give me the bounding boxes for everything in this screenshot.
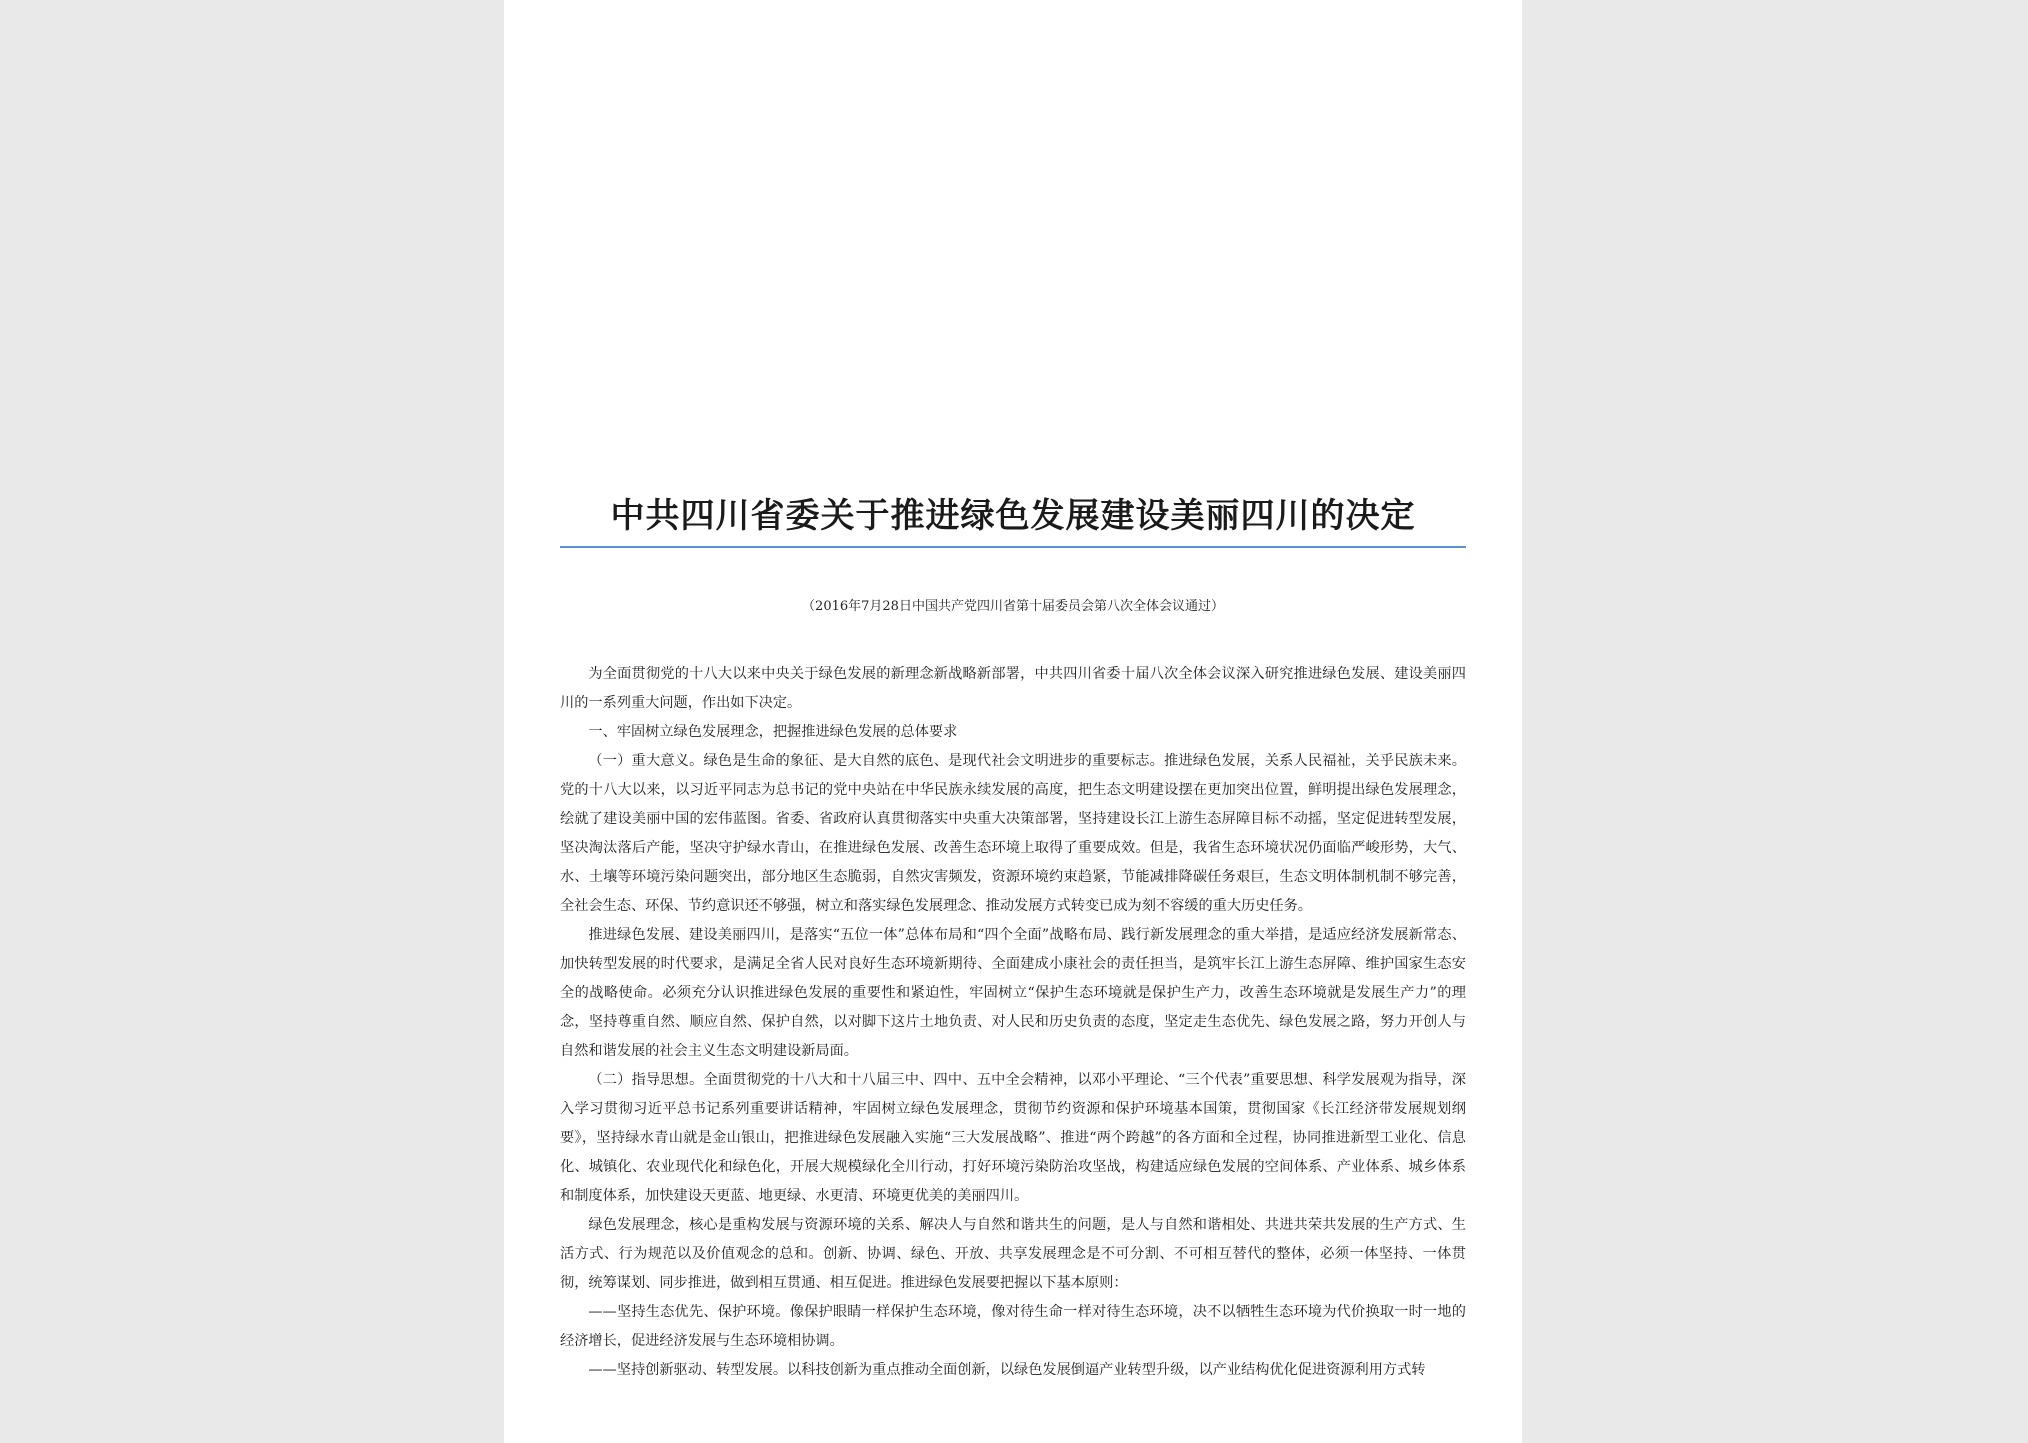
document-title: 中共四川省委关于推进绿色发展建设美丽四川的决定 <box>610 496 1416 536</box>
paragraph: 绿色发展理念，核心是重构发展与资源环境的关系、解决人与自然和谐共生的问题，是人与自然和谐相处、共进共荣共发展的生产方式、生活方式、行为规范以及价值观念的总和。创新、协调、绿色、开放、共享发展理念是不可分割、不可相互替代的整体，必须一体坚持、一体贯彻，统筹谋划、同步推进，做到相互贯通、相互促进。推进绿色发展要把握以下基本原则： <box>560 1217 1466 1291</box>
section-heading: 一、牢固树立绿色发展理念，把握推进绿色发展的总体要求 <box>588 724 958 740</box>
document-page <box>504 0 1522 1443</box>
paragraph: ——坚持生态优先、保护环境。像保护眼睛一样保护生态环境，像对待生命一样对待生态环境，决不以牺牲生态环境为代价换取一时一地的经济增长，促进经济发展与生态环境相协调。 <box>560 1304 1466 1349</box>
paragraph: （二）指导思想。全面贯彻党的十八大和十八届三中、四中、五中全会精神，以邓小平理论、“三个代表”重要思想、科学发展观为指导，深入学习贯彻习近平总书记系列重要讲话精神，牢固树立绿色发展理念，贯彻节约资源和保护环境基本国策，贯彻国家《长江经济带发展规划纲要》，坚持绿水青山就是金山银山，把推进绿色发展融入实施“三大发展战略”、推进“两个跨越”的各方面和全过程，协同推进新型工业化、信息化、城镇化、农业现代化和绿色化，开展大规模绿化全川行动，打好环境污染防治攻坚战，构建适应绿色发展的空间体系、产业体系、城乡体系和制度体系，加快建设天更蓝、地更绿、水更清、环境更优美的美丽四川。 <box>560 1072 1466 1204</box>
title-divider <box>560 546 1466 548</box>
paragraph: （一）重大意义。绿色是生命的象征、是大自然的底色、是现代社会文明进步的重要标志。推进绿色发展，关系人民福祉，关乎民族未来。党的十八大以来，以习近平同志为总书记的党中央站在中华民族永续发展的高度，把生态文明建设摆在更加突出位置，鲜明提出绿色发展理念，绘就了建设美丽中国的宏伟蓝图。省委、省政府认真贯彻落实中央重大决策部署，坚持建设长江上游生态屏障目标不动摇，坚定促进转型发展，坚决淘汰落后产能，坚决守护绿水青山，在推进绿色发展、改善生态环境上取得了重要成效。但是，我省生态环境状况仍面临严峻形势，大气、水、土壤等环境污染问题突出，部分地区生态脆弱，自然灾害频发，资源环境约束趋紧，节能减排降碳任务艰巨，生态文明体制机制不够完善，全社会生态、环保、节约意识还不够强，树立和落实绿色发展理念、推动发展方式转变已成为刻不容缓的重大历史任务。 <box>560 753 1466 914</box>
adoption-note: （2016年7月28日中国共产党四川省第十届委员会第八次全体会议通过） <box>802 599 1224 614</box>
document-body <box>560 660 1466 1385</box>
paragraph: 为全面贯彻党的十八大以来中央关于绿色发展的新理念新战略新部署，中共四川省委十届八次全体会议深入研究推进绿色发展、建设美丽四川的一系列重大问题，作出如下决定。 <box>560 666 1466 711</box>
paragraph: 推进绿色发展、建设美丽四川，是落实“五位一体”总体布局和“四个全面”战略布局、践行新发展理念的重大举措，是适应经济发展新常态、加快转型发展的时代要求，是满足全省人民对良好生态环境新期待、全面建成小康社会的责任担当，是筑牢长江上游生态屏障、维护国家生态安全的战略使命。必须充分认识推进绿色发展的重要性和紧迫性，牢固树立“保护生态环境就是保护生产力，改善生态环境就是发展生产力”的理念，坚持尊重自然、顺应自然、保护自然，以对脚下这片土地负责、对人民和历史负责的态度，坚定走生态优先、绿色发展之路，努力开创人与自然和谐发展的社会主义生态文明建设新局面。 <box>560 927 1466 1059</box>
paragraph: ——坚持创新驱动、转型发展。以科技创新为重点推动全面创新，以绿色发展倒逼产业转型升级，以产业结构优化促进资源利用方式转 <box>588 1362 1426 1378</box>
